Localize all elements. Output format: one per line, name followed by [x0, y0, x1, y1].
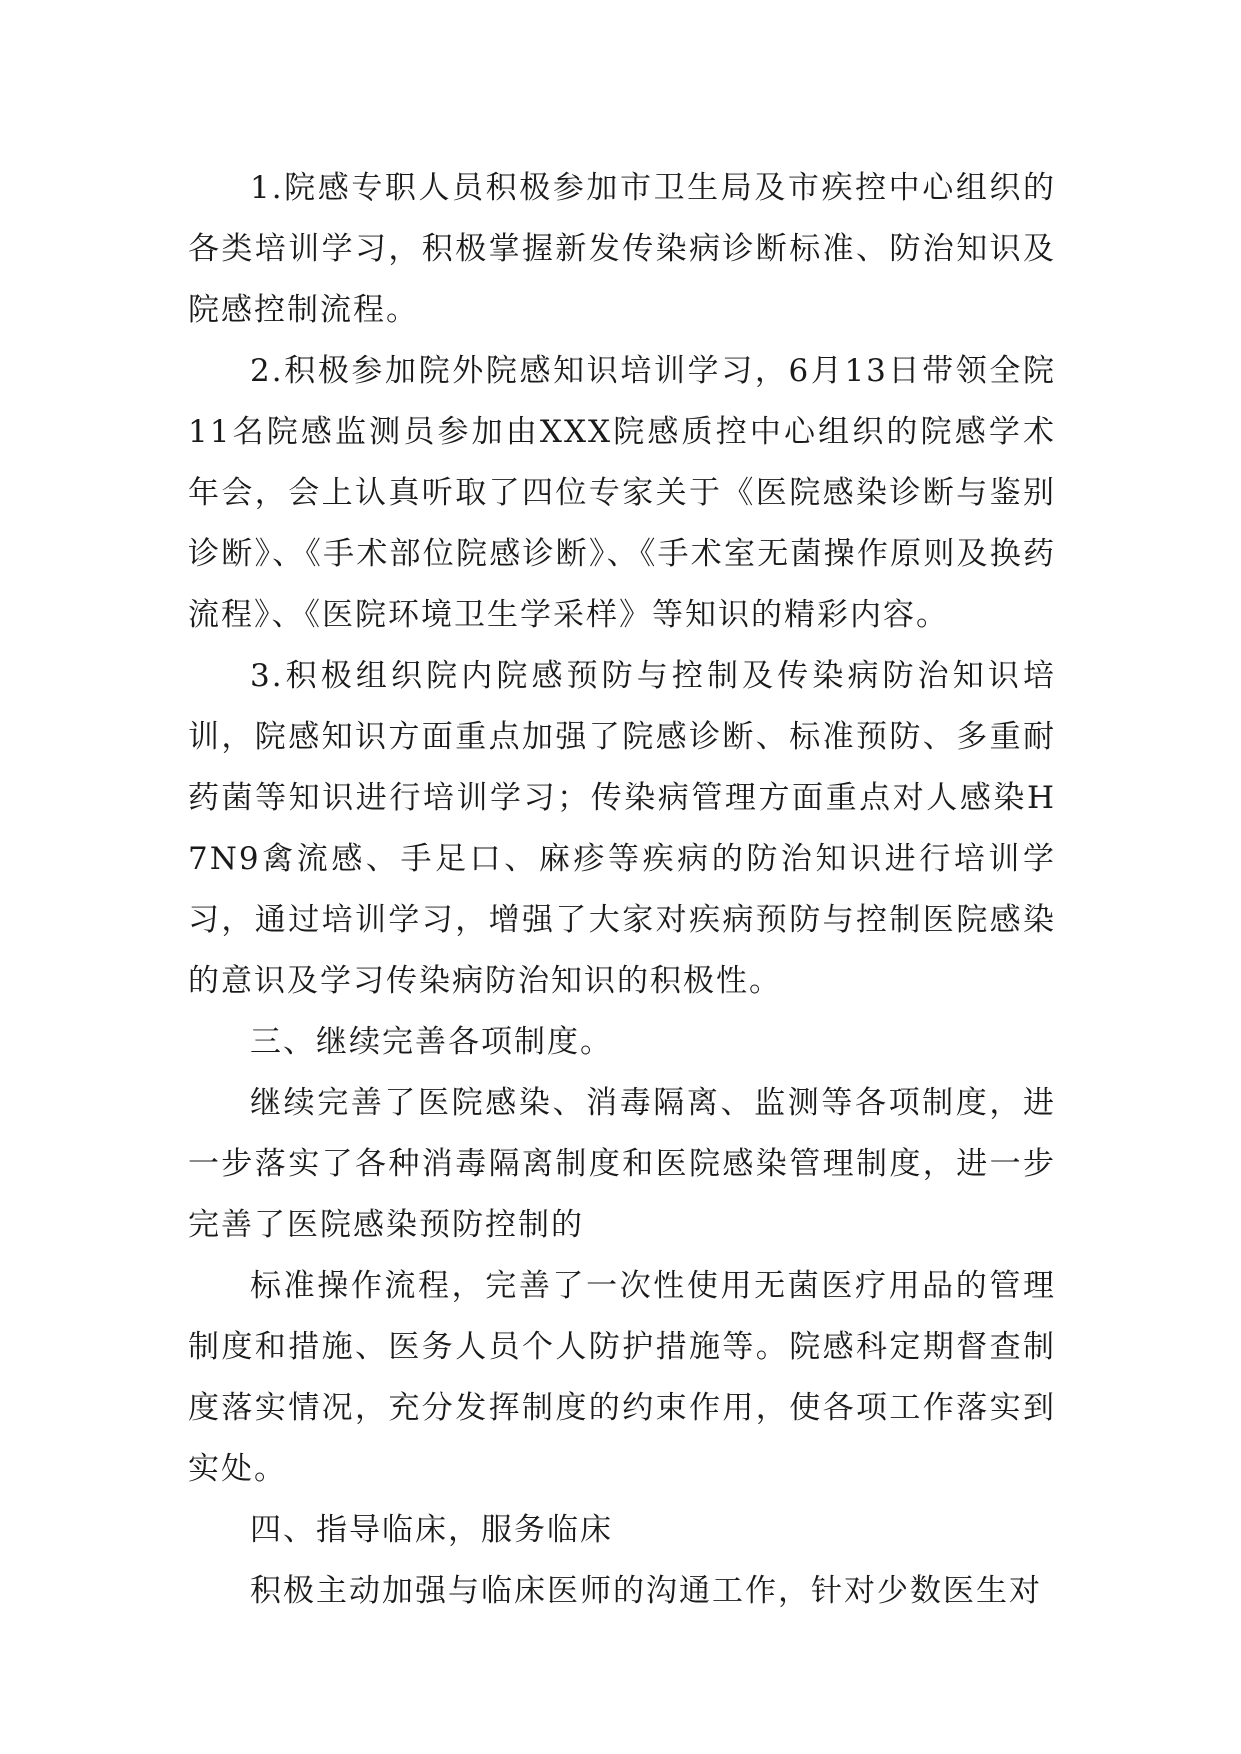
paragraph-clinical-guidance: 积极主动加强与临床医师的沟通工作，针对少数医生对: [250, 1573, 1042, 1609]
paragraph-training-item-1: 1.院感专职人员积极参加市卫生局及市疾控中心组织的各类培训学习，积极掌握新发传染病诊断标准、防治知识及院感控制流程。: [188, 170, 1056, 328]
paragraph-system-improvement-cont: 标准操作流程，完善了一次性使用无菌医疗用品的管理制度和措施、医务人员个人防护措施等。院感科定期督查制度落实情况，充分发挥制度的约束作用，使各项工作落实到实处。: [188, 1268, 1056, 1487]
paragraph-training-item-2: 2.积极参加院外院感知识培训学习，6月13日带领全院11名院感监测员参加由XXX院感质控中心组织的院感学术年会，会上认真听取了四位专家关于《医院感染诊断与鉴别诊断》、《手术部位院感诊断》、《手术室无菌操作原则及换药流程》、《医院环境卫生学采样》等知识的精彩内容。: [188, 353, 1056, 633]
paragraph-system-improvement: 继续完善了医院感染、消毒隔离、监测等各项制度，进一步落实了各种消毒隔离制度和医院感染管理制度，进一步完善了医院感染预防控制的: [188, 1085, 1056, 1243]
section-heading-3: 三、继续完善各项制度。: [250, 1024, 613, 1060]
document-body: [188, 158, 1056, 1622]
paragraph-training-item-3: 3.积极组织院内院感预防与控制及传染病防治知识培训，院感知识方面重点加强了院感诊断、标准预防、多重耐药菌等知识进行培训学习；传染病管理方面重点对人感染H7N9禽流感、手足口、麻疹等疾病的防治知识进行培训学习，通过培训学习，增强了大家对疾病预防与控制医院感染的意识及学习传染病防治知识的积极性。: [188, 658, 1056, 999]
section-heading-4: 四、指导临床，服务临床: [250, 1512, 613, 1548]
